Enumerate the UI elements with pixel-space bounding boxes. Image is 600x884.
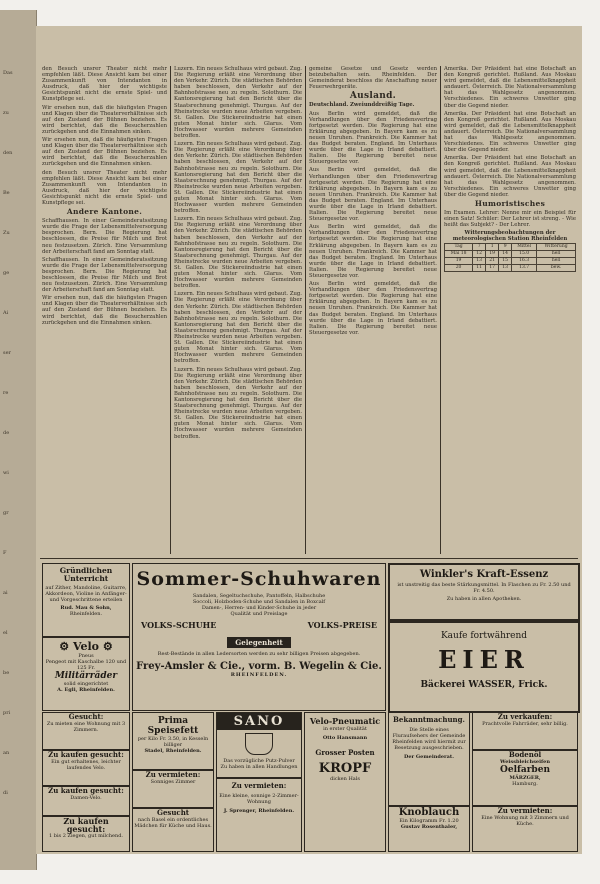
weather-cell: 19 <box>445 257 473 264</box>
ad-speisefett <box>132 712 214 770</box>
ad-unterricht-body: auf Zither, Mandoline, Guitarre, Akkordeon, Violine in Anfänger- und Vorgeschrittene erteilen <box>45 585 127 603</box>
news-column-4 <box>444 66 576 554</box>
col4-body-repeat-2: Amerika. Der Präsident hat eine Botschaft an den Kongreß gerichtet. Rußland. Aus Moskau wird gemeldet, daß die Lebensmittelknappheit andauert. Österreich. Die Nationalversammlung hat das Wahlgesetz angenommen. Verschiedenes. Ein schweres Unwetter ging über die Gegend nieder. <box>444 155 576 198</box>
ad-velo-pneumatic-tail: dicken Hals <box>330 776 360 782</box>
weather-cell: 17 <box>486 264 499 271</box>
ad-eier-top: Kaufe fortwährend <box>440 631 528 641</box>
section-heading: Andere Kantone. <box>66 207 143 217</box>
ad-eier <box>388 621 580 713</box>
weather-cell: 13 <box>473 257 486 264</box>
ad-vermieten-3 <box>472 806 578 852</box>
col2-body: Luzern. Ein neues Schulhaus wird gebaut. Zug. Die Regierung erläßt eine Verordnung über den Verkehr. Zürich. Die städtischen Behörden haben beschlossen, den Verkehr auf der Bahnhofstrasse neu zu regeln. Solothurn. Die Kantonsregierung hat den Bericht über die Staatsrechnung genehmigt. Thurgau. Auf der Rheinstrecke wurden neue Arbeiten vergeben. St. Gallen. Die Stickereiindustrie hat einen guten Monat hinter sich. Glarus. Vom Hochwasser wurden mehrere Gemeinden betroffen. <box>174 66 302 140</box>
ad-unterricht <box>42 563 130 637</box>
weather-row <box>445 250 576 257</box>
weather-cell: 15.0 <box>512 250 537 257</box>
weather-row <box>445 257 576 264</box>
weather-cell: 12 <box>473 250 486 257</box>
left-page-fragment: re <box>3 390 9 396</box>
left-page-fragment: di <box>3 790 8 796</box>
col4-joke: Im Examen. Lehrer: Nenne mir ein Beispiel für einen Satz! Schüler: Der Lehrer ist streng. - Wie heißt das Subjekt? - Der Lehrer. <box>444 210 576 229</box>
weather-row <box>445 264 576 271</box>
col1-lead: den Besuch unsrer Theater nicht mehr empfehlen läßt. Diese Ansicht kam bei einer Zusammenkunft von Intendanten in Ausdruck, daß hier der wichtigste Gesichtspunkt nicht die ernste Spiel- und Kunstpflege sei. <box>42 66 167 103</box>
col2-body-repeat-2: Luzern. Ein neues Schulhaus wird gebaut. Zug. Die Regierung erläßt eine Verordnung über den Verkehr. Zürich. Die städtischen Behörden haben beschlossen, den Verkehr auf der Bahnhofstrasse neu zu regeln. Solothurn. Die Kantonsregierung hat den Bericht über die Staatsrechnung genehmigt. Thurgau. Auf der Rheinstrecke wurden neue Arbeiten vergeben. St. Gallen. Die Stickereiindustrie hat einen guten Monat hinter sich. Glarus. Vom Hochwasser wurden mehrere Gemeinden betroffen. <box>174 216 302 290</box>
weather-header: 7 <box>473 243 486 250</box>
ad-velo-title: Velo <box>72 640 100 653</box>
ad-schuhwaren-company: Frey-Amsler & Cie., vorm. B. Wegelin & Cie. <box>136 661 382 672</box>
weather-cell: 16.3 <box>512 257 537 264</box>
left-page-fragment: Ai <box>3 310 9 316</box>
newspaper-page <box>36 26 582 854</box>
weather-header: 9 <box>499 243 512 250</box>
ad-velo-tail: solid eingerichtet <box>63 681 109 687</box>
ad-unterricht-place: Rheinfelden. <box>69 611 103 617</box>
col1-body2: Schaffhausen. In einer Gemeinderatssitzung wurde die Frage der Lebensmittelversorgung besprochen. Bern. Die Regierung hat beschlossen, die Preise für Milch und Brot neu festzusetzen. Zürich. Eine Versammlung der Arbeiterschaft fand am Sonntag statt. <box>42 218 167 255</box>
col1-body-repeat: Wir ersehen nun, daß die häufigsten Fragen und Klagen über die Theaterverhältnisse sich auf den Zustand der Bühnen beziehen. Es wird berichtet, daß die Besucherzahlen zurückgehen und die Einnahmen sinken. <box>42 137 167 168</box>
ad-schuhwaren-place: RHEINFELDEN. <box>230 672 288 678</box>
ad-schuhwaren-line3: Damen-, Herren- und Kinder-Schuhe in jeder <box>201 605 317 611</box>
ad-velo-body: Pengeot mit Kaschalbe 120 und 125 Fr. <box>45 659 127 671</box>
ad-sano-body: Das vorzügliche Putz-Pulver <box>223 758 295 764</box>
news-column-3 <box>309 66 437 554</box>
weather-cell: 15 <box>499 257 512 264</box>
ad-gesucht-2 <box>132 808 214 852</box>
ad-vermieten-2-title: Zu vermieten: <box>231 781 287 790</box>
col3-sub: Deutschland. Zweiunddreißig Tage. <box>309 102 415 109</box>
col3-body-repeat-3: Aus Berlin wird gemeldet, daß die Verhandlungen über den Friedensvertrag fortgesetzt werden. Die Regierung hat eine Erklärung abgegeben. In Bayern kam es zu neuen Unruhen. Frankreich. Die Kammer hat das Budget beraten. England. Im Unterhaus wurde über die Lage in Irland debattiert. Italien. Die Regierung bereitet neue Steuergesetze vor. <box>309 281 437 336</box>
left-page-fragment: Das <box>3 70 13 76</box>
ad-schuhwaren-badge: Gelegenheit <box>227 637 290 648</box>
ad-zu-kaufen-2-title: Zu kaufen gesucht: <box>48 786 124 795</box>
ad-bodenoel-big: Oelfarben <box>500 765 550 775</box>
ad-zu-kaufen-3 <box>42 816 130 852</box>
ad-eier-big: EIER <box>438 645 530 674</box>
ad-sano-title: SANO <box>217 713 301 730</box>
ad-gesucht-2-body: nach Basel ein ordentliches Mädchen für Küche und Haus. <box>134 817 212 829</box>
ad-vermieten-1-title: Zu vermieten: <box>145 770 201 779</box>
ad-schuhwaren-left: VOLKS-SCHUHE <box>141 620 217 630</box>
ad-gesucht-1 <box>42 712 130 750</box>
ad-zu-kaufen-3-title: Zu kaufen gesucht: <box>63 816 109 834</box>
weather-header: Tag <box>445 243 473 250</box>
left-page-fragment: de <box>3 430 10 436</box>
ad-gesucht-1-title: Gesucht: <box>68 712 104 721</box>
ad-gesucht-1-body: Zu mieten eine Wohnung mit 3 Zimmern. <box>46 721 126 733</box>
ad-velo-pneumatic-sub: Grosser Posten <box>315 748 375 757</box>
ad-bodenoel-name: MÄRZGER, <box>509 775 541 781</box>
ad-vermieten-1 <box>132 770 214 808</box>
ad-bekanntmachung-body: Die Stelle eines Fluraufsehers der Gemeinde Rheinfelden wird hiermit zur Besetzung ausgeschrieben. <box>392 727 466 751</box>
ad-knoblauch-name: Gustav Rosenthaler, <box>400 824 458 830</box>
left-page-fragment: zu <box>3 110 9 116</box>
ad-vermieten-2 <box>216 778 302 852</box>
left-page-fragment: Be <box>3 190 10 196</box>
left-page-fragment: an <box>3 750 10 756</box>
col2-body-repeat-4: Luzern. Ein neues Schulhaus wird gebaut. Zug. Die Regierung erläßt eine Verordnung über den Verkehr. Zürich. Die städtischen Behörden haben beschlossen, den Verkehr auf der Bahnhofstrasse neu zu regeln. Solothurn. Die Kantonsregierung hat den Bericht über die Staatsrechnung genehmigt. Thurgau. Auf der Rheinstrecke wurden neue Arbeiten vergeben. St. Gallen. Die Stickereiindustrie hat einen guten Monat hinter sich. Glarus. Vom Hochwasser wurden mehrere Gemeinden betroffen. <box>174 366 302 440</box>
ad-velo-name: A. Egli, Rheinfelden. <box>57 687 115 693</box>
left-page-fragment: pri <box>3 710 11 716</box>
ad-bodenoel-place: Hamburg. <box>512 781 538 787</box>
section-heading-ausland: Ausland. <box>349 91 397 102</box>
ad-bekanntmachung <box>388 712 470 806</box>
col3-body-repeat: Aus Berlin wird gemeldet, daß die Verhandlungen über den Friedensvertrag fortgesetzt werden. Die Regierung hat eine Erklärung abgegeben. In Bayern kam es zu neuen Unruhen. Frankreich. Die Kammer hat das Budget beraten. England. Im Unterhaus wurde über die Lage in Irland debattiert. Italien. Die Regierung bereitet neue Steuergesetze vor. <box>309 167 437 223</box>
ad-verkaufen-body: Prachtvolle Fahrräder, sehr billig. <box>482 721 568 727</box>
weather-cell: 14 <box>499 250 512 257</box>
weather-cell: 13.7 <box>512 264 537 271</box>
ad-zu-kaufen-3-body: 1 bis 2 Ziegen, gut milchend. <box>48 833 124 839</box>
ad-vermieten-1-body: Sonniges Zimmer <box>150 779 196 785</box>
ad-verkaufen-title: Zu verkaufen: <box>497 712 553 721</box>
col2-body-repeat: Luzern. Ein neues Schulhaus wird gebaut. Zug. Die Regierung erläßt eine Verordnung über den Verkehr. Zürich. Die städtischen Behörden haben beschlossen, den Verkehr auf der Bahnhofstrasse neu zu regeln. Solothurn. Die Kantonsregierung hat den Bericht über die Staatsrechnung genehmigt. Thurgau. Auf der Rheinstrecke wurden neue Arbeiten vergeben. St. Gallen. Die Stickereiindustrie hat einen guten Monat hinter sich. Glarus. Vom Hochwasser wurden mehrere Gemeinden betroffen. <box>174 141 302 215</box>
ad-speisefett-body: per Kilo Fr. 3.50, in Kesseln billiger <box>137 736 209 748</box>
ad-velo-big: Militärräder <box>54 671 118 681</box>
ad-schuhwaren-right: VOLKS-PREISE <box>307 620 377 630</box>
left-page-fragment: ser <box>3 350 11 356</box>
col3-body: Aus Berlin wird gemeldet, daß die Verhandlungen über den Friedensvertrag fortgesetzt werden. Die Regierung hat eine Erklärung abgegeben. In Bayern kam es zu neuen Unruhen. Frankreich. Die Kammer hat das Budget beraten. England. Im Unterhaus wurde über die Lage in Irland debattiert. Italien. Die Regierung bereitet neue Steuergesetze vor. <box>309 110 437 166</box>
col3-lead: gemeine Gesetze und Gesetz werden beizubehalten sein. Rheinfelden. Der Gemeinderat beschloss die Anschaffung neuer Feuerwehrgeräte. <box>309 66 437 91</box>
ad-velo-sub: Pneus <box>78 653 94 659</box>
ad-verkaufen <box>472 712 578 750</box>
ad-winkler <box>388 563 580 621</box>
weather-cell: 13 <box>499 264 512 271</box>
weather-cell: hell <box>537 257 576 264</box>
ad-gesucht-2-title: Gesucht <box>156 808 190 817</box>
ad-winkler-seller: Zu haben in allen Apotheken. <box>446 596 522 602</box>
news-column-1 <box>42 66 167 554</box>
ad-bodenoel <box>472 750 578 806</box>
left-page-fragment: ge <box>3 270 10 276</box>
ad-winkler-title: Winkler's Kraft-Essenz <box>419 569 549 580</box>
weather-title: Witterungsbeobachtungen der meteorologischen Station Rheinfelden <box>452 230 568 243</box>
ad-knoblauch-title: Knoblauch <box>398 807 460 818</box>
ad-vermieten-3-body: Eine Wohnung mit 3 Zimmern und Küche. <box>481 815 569 827</box>
weather-cell: 19 <box>486 250 499 257</box>
left-page-fragment: F <box>3 550 7 556</box>
ad-schuhwaren-line1: Sandalen, Segeltuchschuhe, Pantoffeln, Halbschuhe <box>192 593 326 599</box>
ad-unterricht-name: Rud. Mau & Sohn, <box>60 605 112 611</box>
ad-winkler-body: ist unstreitig das beste Stärkungsmittel. In Flaschen zu Fr. 2.50 und Fr. 4.50. <box>397 582 571 594</box>
ad-sano <box>216 712 302 778</box>
ad-zu-kaufen-2-body: Damen-Velo. <box>70 795 102 801</box>
ad-velo-pneumatic <box>304 712 386 852</box>
weather-table <box>444 243 576 272</box>
ad-eier-bottom: Bäckerei WASSER, Frick. <box>420 680 548 690</box>
ad-bekanntmachung-sign: Der Gemeinderat. <box>404 754 454 760</box>
weather-cell: bew. <box>537 264 576 271</box>
ad-knoblauch <box>388 806 470 852</box>
ad-velo-pneumatic-title: Velo-Pneumatic <box>309 716 381 726</box>
weather-cell: hell <box>537 250 576 257</box>
left-page-fragment: Zu <box>3 230 10 236</box>
ad-schuhwaren-sale: Rest-Bestände in allen Ledersorten werden zu sehr billigen Preisen abgegeben. <box>157 651 361 657</box>
ad-zu-kaufen-1-title: Zu kaufen gesucht: <box>48 750 124 759</box>
col4-body: Amerika. Der Präsident hat eine Botschaft an den Kongreß gerichtet. Rußland. Aus Moskau wird gemeldet, daß die Lebensmittelknappheit andauert. Österreich. Die Nationalversammlung hat das Wahlgesetz angenommen. Verschiedenes. Ein schweres Unwetter ging über die Gegend nieder. <box>444 66 576 109</box>
ad-schuhwaren-title: Sommer-Schuhwaren <box>136 568 382 590</box>
col1-body2-repeat: Schaffhausen. In einer Gemeinderatssitzung wurde die Frage der Lebensmittelversorgung besprochen. Bern. Die Regierung hat beschlossen, die Preise für Milch und Brot neu festzusetzen. Zürich. Eine Versammlung der Arbeiterschaft fand am Sonntag statt. <box>42 256 167 294</box>
col2-body-repeat-3: Luzern. Ein neues Schulhaus wird gebaut. Zug. Die Regierung erläßt eine Verordnung über den Verkehr. Zürich. Die städtischen Behörden haben beschlossen, den Verkehr auf der Bahnhofstrasse neu zu regeln. Solothurn. Die Kantonsregierung hat den Bericht über die Staatsrechnung genehmigt. Thurgau. Auf der Rheinstrecke wurden neue Arbeiten vergeben. St. Gallen. Die Stickereiindustrie hat einen guten Monat hinter sich. Glarus. Vom Hochwasser wurden mehrere Gemeinden betroffen. <box>174 291 302 365</box>
ad-velo-pneumatic-body: in erster Qualität <box>323 726 367 732</box>
ad-speisefett-name: Stadel, Rheinfelden. <box>144 748 202 754</box>
weather-header: 1 <box>486 243 499 250</box>
left-page-fragment: den <box>3 150 13 156</box>
left-page-edge <box>0 10 37 870</box>
weather-cell: 21 <box>486 257 499 264</box>
ad-schuhwaren-line2: Soccoli, Holzboden-Schuhe und Sandalen in Boxcalf <box>192 599 326 605</box>
ad-zu-kaufen-1-body: Ein gut erhaltenes, leichter laufendes Velo. <box>51 759 121 771</box>
ad-bodenoel-sub: Weissbleichseifen <box>500 759 550 765</box>
sano-can-icon <box>245 733 273 755</box>
news-column-2 <box>174 66 302 554</box>
ad-schuhwaren-line4: Qualität und Preislage <box>230 611 288 617</box>
ad-vermieten-2-body: Eine kleine, sonnige 2-Zimmer-Wohnung <box>219 793 299 805</box>
weather-header: Mittel <box>512 243 537 250</box>
weather-cell: 20 <box>445 264 473 271</box>
ad-schuhwaren <box>132 563 386 711</box>
weather-header: Witterung <box>537 243 576 250</box>
gear-icon: ⚙ <box>102 640 113 653</box>
ad-knoblauch-body: Ein Kilogramm Fr. 1.20 <box>399 818 459 824</box>
ad-speisefett-title: Prima Speisefett <box>147 716 199 736</box>
left-page-fragment: ai <box>3 590 8 596</box>
ad-vermieten-3-title: Zu vermieten: <box>497 806 553 815</box>
ad-zu-kaufen-2 <box>42 786 130 816</box>
section-heading-humor: Humoristisches <box>474 198 546 208</box>
ad-unterricht-title: Gründlichen Unterricht <box>59 566 113 583</box>
ad-velo <box>42 637 130 711</box>
left-page-fragment: el <box>3 630 8 636</box>
left-page-fragment: be <box>3 670 10 676</box>
weather-cell: Mai 18 <box>445 250 473 257</box>
left-page-fragment: wi <box>3 470 9 476</box>
ad-bekanntmachung-title: Bekanntmachung. <box>393 715 465 724</box>
ad-velo-pneumatic-name: Otto Hansmann <box>322 735 368 741</box>
col1-body: Wir ersehen nun, daß die häufigsten Fragen und Klagen über die Theaterverhältnisse sich auf den Zustand der Bühnen beziehen. Es wird berichtet, daß die Besucherzahlen zurückgehen und die Einnahmen sinken. <box>42 104 167 135</box>
ad-vermieten-2-name: J. Sprenger, Rheinfelden. <box>223 808 295 814</box>
col1-body-tail: Wir ersehen nun, daß die häufigsten Fragen und Klagen über die Theaterverhältnisse sich auf den Zustand der Bühnen beziehen. Es wird berichtet, daß die Besucherzahlen zurückgehen und die Einnahmen sinken. <box>42 295 167 326</box>
ad-sano-name: Zu haben in allen Handlungen <box>220 764 298 770</box>
col1-body-repeat-2: den Besuch unsrer Theater nicht mehr empfehlen läßt. Diese Ansicht kam bei einer Zusammenkunft von Intendanten in Ausdruck, daß hier der wichtigste Gesichtspunkt nicht die ernste Spiel- und Kunstpflege sei. <box>42 169 167 206</box>
col4-body-repeat: Amerika. Der Präsident hat eine Botschaft an den Kongreß gerichtet. Rußland. Aus Moskau wird gemeldet, daß die Lebensmittelknappheit andauert. Österreich. Die Nationalversammlung hat das Wahlgesetz angenommen. Verschiedenes. Ein schweres Unwetter ging über die Gegend nieder. <box>444 110 576 154</box>
left-page-fragment: gr <box>3 510 9 516</box>
ad-velo-pneumatic-big: KROPF <box>318 761 372 776</box>
col3-body-repeat-2: Aus Berlin wird gemeldet, daß die Verhandlungen über den Friedensvertrag fortgesetzt werden. Die Regierung hat eine Erklärung abgegeben. In Bayern kam es zu neuen Unruhen. Frankreich. Die Kammer hat das Budget beraten. England. Im Unterhaus wurde über die Lage in Irland debattiert. Italien. Die Regierung bereitet neue Steuergesetze vor. <box>309 224 437 279</box>
gear-icon: ⚙ <box>59 640 70 653</box>
weather-cell: 11 <box>473 264 486 271</box>
ad-bodenoel-title: Bodenöl <box>508 750 542 759</box>
ad-zu-kaufen-1 <box>42 750 130 786</box>
